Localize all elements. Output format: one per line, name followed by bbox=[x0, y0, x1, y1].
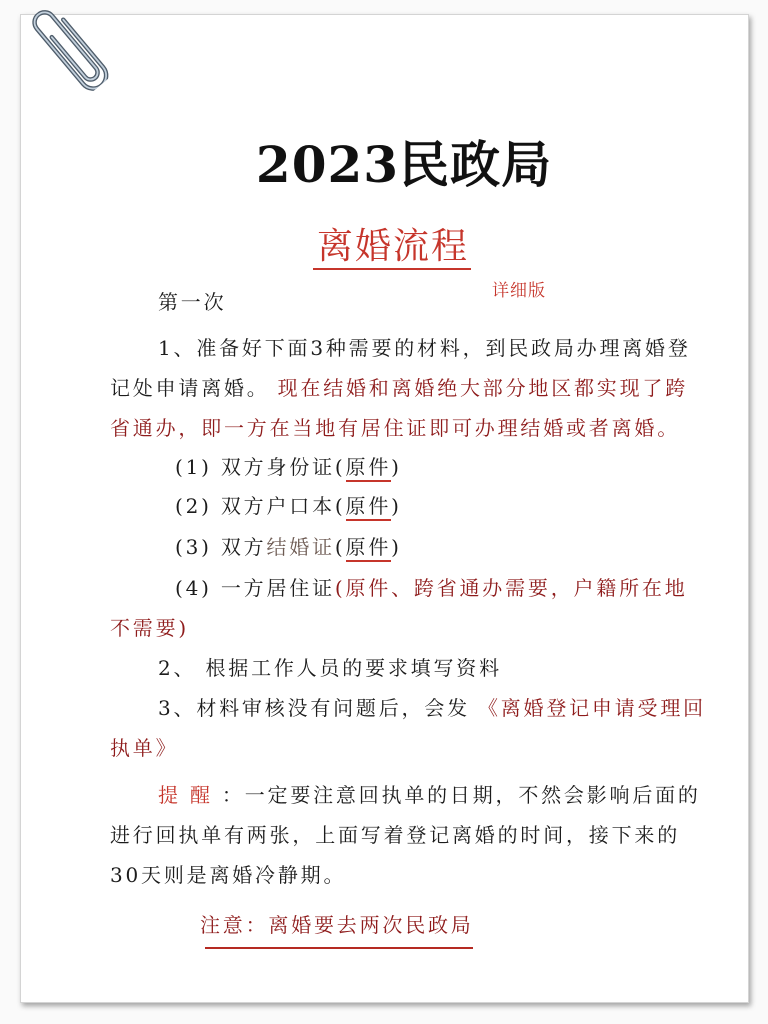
material-label: (4) 一方 bbox=[175, 576, 267, 600]
step1-text: 记处申请离婚。 bbox=[110, 376, 270, 400]
step1-cross-province-note: 现在结婚和离婚绝大部分地区都实现了跨 bbox=[277, 376, 689, 400]
reminder-line2 bbox=[110, 820, 680, 850]
receipt-name: 执单》 bbox=[110, 736, 179, 760]
version-badge: 详细版 bbox=[492, 281, 546, 301]
step3-line1 bbox=[158, 693, 706, 723]
material-document: 身份证 bbox=[266, 455, 335, 479]
reminder-line1 bbox=[158, 780, 701, 810]
reminder-text: ：一定要注意回执单的日期，不然会影响后面的 bbox=[212, 783, 701, 807]
subtitle-underline bbox=[313, 268, 471, 270]
step1-text: 1、准备好下面3种需要的材料，到民政局办理离婚登 bbox=[158, 336, 691, 360]
paren-close: ) bbox=[391, 535, 402, 559]
paren-close: ) bbox=[391, 455, 402, 479]
paren-close: ) bbox=[391, 494, 402, 518]
note-underline bbox=[205, 947, 473, 949]
material-note: (原件、跨省通办需要，户籍所在地 bbox=[334, 576, 688, 600]
material-item bbox=[175, 573, 688, 603]
step3-line2 bbox=[110, 733, 178, 763]
page-subtitle: 离婚流程 bbox=[316, 226, 469, 267]
material-label: (2) 双方 bbox=[175, 494, 267, 518]
page-title: 2023民政局 bbox=[255, 135, 553, 194]
step1-line1 bbox=[158, 333, 691, 363]
step1-line3 bbox=[110, 413, 680, 443]
material-item-continued bbox=[110, 613, 189, 643]
material-label: (1) 双方 bbox=[175, 455, 267, 479]
reminder-text: 30天则是离婚冷静期。 bbox=[110, 863, 347, 887]
reminder-label: 提 醒 bbox=[158, 783, 213, 807]
original-copy-underlined: 原件 bbox=[346, 535, 392, 562]
material-label: (3) 双方 bbox=[175, 535, 267, 559]
reminder-text: 进行回执单有两张，上面写着登记离婚的时间，接下来的 bbox=[110, 823, 680, 847]
material-item bbox=[175, 532, 402, 562]
step2-text: 2、 根据工作人员的要求填写资料 bbox=[158, 656, 502, 680]
material-note: 不需要) bbox=[110, 616, 190, 640]
material-document: 户口本 bbox=[266, 494, 335, 518]
paren-open: ( bbox=[334, 535, 346, 559]
section-heading: 第一次 bbox=[158, 290, 227, 314]
step1-line2 bbox=[110, 373, 688, 403]
material-document: 居住证 bbox=[266, 576, 335, 600]
paren-open: ( bbox=[334, 494, 346, 518]
step1-cross-province-note: 省通办，即一方在当地有居住证即可办理结婚或者离婚。 bbox=[110, 416, 680, 440]
original-copy-underlined: 原件 bbox=[346, 494, 392, 521]
original-copy-underlined: 原件 bbox=[346, 455, 392, 482]
material-item bbox=[175, 452, 402, 482]
material-document: 结婚证 bbox=[266, 535, 335, 559]
paren-open: ( bbox=[334, 455, 346, 479]
step3-text: 3、材料审核没有问题后，会发 bbox=[158, 696, 470, 720]
reminder-line3 bbox=[110, 860, 346, 890]
material-item bbox=[175, 491, 402, 521]
receipt-name: 《离婚登记申请受理回 bbox=[477, 696, 706, 720]
final-note: 注意：离婚要去两次民政局 bbox=[200, 913, 474, 937]
step2-line bbox=[158, 653, 502, 683]
